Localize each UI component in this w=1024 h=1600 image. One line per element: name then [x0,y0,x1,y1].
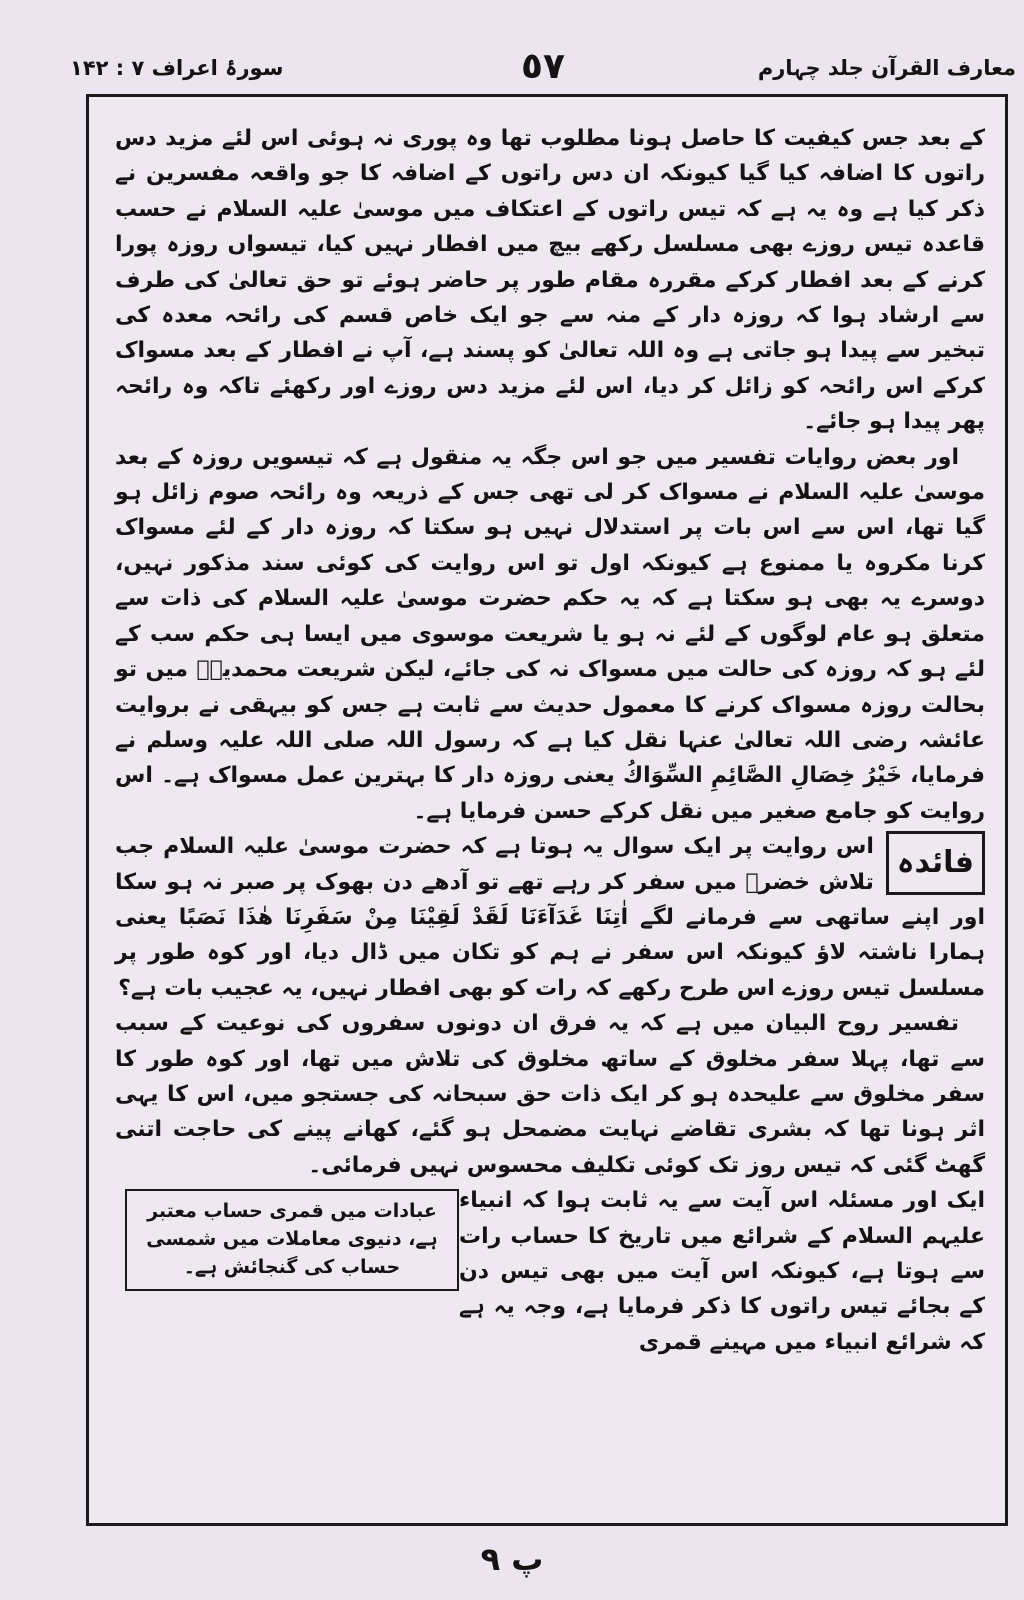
faida-answer: تفسیر روح البیان میں ہے کہ یہ فرق ان دونوں سفروں کی نوعیت کے سبب سے تھا، پہلا سفر مخلوق کے ساتھ مخلوق کی تلاش میں تھا، اور کوہ طور کا سفر مخلوق سے علیحدہ ہو کر ایک ذات حق سبحانہ کی جستجو میں، اس کا یہی اثر ہونا تھا کہ بشری تقاضے نہایت مضمحل ہو گئے، کھانے پینے کی حاجت اتنی گھٹ گئی کہ تیس روز تک کوئی تکلیف محسوس نہیں فرمائی۔ [115,1011,985,1178]
book-title: معارف القرآن جلد چہارم [757,56,1016,80]
paragraph-1: کے بعد جس کیفیت کا حاصل ہونا مطلوب تھا وہ پوری نہ ہوئی اس لئے مزید دس راتوں کا اضافہ کیا گیا کیونکہ ان دس راتوں کے اضافہ کا جو واقعہ مفسرین نے ذکر کیا ہے وہ یہ ہے کہ تیس راتوں کے اعتکاف میں موسیٰ علیہ السلام نے حسب قاعدہ تیس روزے بھی مسلسل رکھے بیچ میں افطار نہیں کیا، تیسواں روزہ پورا کرنے کے بعد افطار کرکے مقررہ مقام طور پر حاضر ہوئے تو حق تعالیٰ کی طرف سے ارشاد ہوا کہ روزہ دار کے منہ سے جو ایک خاص قسم کی رائحہ معدہ کی تبخیر سے پیدا ہو جاتی ہے وہ اللہ تعالیٰ کو پسند ہے، آپ نے افطار کے بعد مسواک کرکے اس رائحہ کو زائل کر دیا، اس لئے مزید دس روزے اور رکھئے تاکہ وہ رائحہ پھر پیدا ہو جائے۔ [115,126,985,435]
faida-section [115,829,985,1006]
surah-reference: سورۂ اعراف ۷ : ۱۴۲ [70,56,284,80]
page-signature: پ ٩ [480,1540,544,1578]
masala-section [115,1183,985,1360]
text-frame [86,94,1008,1526]
side-note-box: عبادات میں قمری حساب معتبر ہے، دنیوی معاملات میں شمسی حساب کی گنجائش ہے۔ [125,1189,459,1291]
paragraph-2: اور بعض روایات تفسیر میں جو اس جگہ یہ منقول ہے کہ تیسویں روزہ کے بعد موسیٰ علیہ السلام نے مسواک کر لی تھی جس کے ذریعہ وہ رائحہ صوم زائل ہو گیا تھا، اس سے اس بات پر استدلال نہیں ہو سکتا کہ روزہ دار کے لئے مسواک کرنا مکروہ یا ممنوع ہے کیونکہ اول تو اس روایت کی کوئی سند مذکور نہیں، دوسرے یہ بھی ہو سکتا ہے کہ یہ حکم حضرت موسیٰ علیہ السلام کی ذات سے متعلق ہو عام لوگوں کے لئے نہ ہو یا شریعت موسوی میں ایسا ہی حکم سب کے لئے ہو کہ روزہ کی حالت میں مسواک نہ کی جائے، لیکن شریعت محمدیہؐ میں تو بحالت روزہ مسواک کرنے کا معمول حدیث سے ثابت ہے جس کو بیہقی نے بروایت عائشہ رضی اللہ تعالیٰ عنہا نقل کیا ہے کہ رسول اللہ صلی اللہ علیہ وسلم نے فرمایا، خَيْرُ خِصَالِ الصَّائِمِ السِّوَاكُ یعنی روزہ دار کا بہترین عمل مسواک ہے۔ اس روایت کو جامع صغیر میں نقل کرکے حسن فرمایا ہے۔ [115,444,985,824]
masala-text: ایک اور مسئلہ اس آیت سے یہ ثابت ہوا کہ انبیاء علیہم السلام کے شرائع میں تاریخ کا حساب رات سے ہوتا ہے، کیونکہ اس آیت میں بھی تیس دن کے بجائے تیس راتوں کا ذکر فرمایا ہے، وجہ یہ ہے کہ شرائع انبیاء میں مہینے قمری [459,1188,985,1355]
page-number: ٥٧ [521,46,565,87]
page-header [70,46,1016,96]
faida-label: فائدہ [886,831,985,895]
body-text [115,121,985,1513]
faida-text: اس روایت پر ایک سوال یہ ہوتا ہے کہ حضرت موسیٰ علیہ السلام جب تلاش خضرؑ میں سفر کر رہے تھے تو آدھے دن بھوک پر صبر نہ ہو سکا اور اپنے ساتھی سے فرمانے لگے اٰتِنَا غَدَآءَنَا لَقَدْ لَقِيْنَا مِنْ سَفَرِنَا هٰذَا نَصَبًا یعنی ہمارا ناشتہ لاؤ کیونکہ اس سفر نے ہم کو تکان میں ڈال دیا، اور کوہ طور پر مسلسل تیس روزے اس طرح رکھے کہ رات کو بھی افطار نہیں، یہ عجیب بات ہے؟ [115,834,985,1001]
